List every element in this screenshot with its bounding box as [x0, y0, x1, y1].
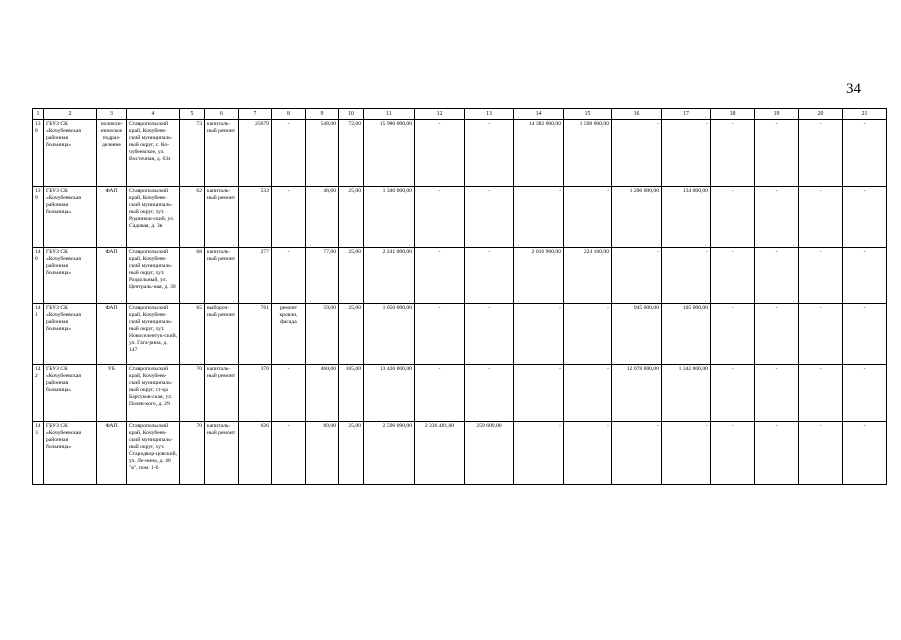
col-16-cell: -	[612, 422, 662, 485]
col-20-cell: -	[799, 365, 843, 422]
col-14-cell: -	[514, 304, 564, 365]
col-5-cell: 70	[180, 422, 205, 485]
col-21-cell: -	[843, 248, 887, 304]
col-8-cell: ремонт кровли, фасада	[272, 304, 306, 365]
col-19-cell: -	[755, 422, 799, 485]
col-18-cell: -	[711, 304, 755, 365]
address-cell: Ставропольский край, Кочубеев-ский муниципаль-ный округ, ст-ца Барсуков-ская, ул. Полев-кого, д. 29	[127, 365, 180, 422]
col-13-cell: -	[465, 365, 514, 422]
data-table	[32, 108, 887, 485]
header-cell: 5	[180, 109, 205, 120]
repair-type-cell: выбороч-ный ремонт	[205, 304, 239, 365]
col-7-cell: 761	[239, 304, 272, 365]
col-5-cell: 62	[180, 187, 205, 248]
col-19-cell: -	[755, 365, 799, 422]
col-14-cell: 14 382 000,00	[514, 120, 564, 187]
col-7-cell: 25679	[239, 120, 272, 187]
table-row	[33, 187, 887, 248]
col-19-cell: -	[755, 248, 799, 304]
col-11-cell: 1 050 000,00	[364, 304, 415, 365]
header-cell: 4	[127, 109, 180, 120]
col-13-cell: -	[465, 120, 514, 187]
repair-type-cell: капиталь-ный ремонт	[205, 187, 239, 248]
table-row	[33, 365, 887, 422]
organization-cell: ГБУЗ СК «Кочубеевская районная больница»	[44, 120, 97, 187]
repair-type-cell: капиталь-ный ремонт	[205, 365, 239, 422]
col-15-cell: -	[564, 187, 612, 248]
col-12-cell: -	[415, 365, 465, 422]
col-15-cell: -	[564, 365, 612, 422]
col-11-cell: 2 596 090,00	[364, 422, 415, 485]
col-12-cell: -	[415, 304, 465, 365]
col-11-cell: 1 340 000,00	[364, 187, 415, 248]
col-16-cell: 945 000,00	[612, 304, 662, 365]
col-14-cell: -	[514, 422, 564, 485]
col-10-cell: 25,00	[339, 422, 364, 485]
header-cell: 14	[514, 109, 564, 120]
col-13-cell: -	[465, 248, 514, 304]
col-8-cell: -	[272, 248, 306, 304]
col-9-cell: 77,00	[306, 248, 339, 304]
row-number-cell: 138	[33, 120, 44, 187]
col-7-cell: 626	[239, 422, 272, 485]
col-5-cell: 68	[180, 248, 205, 304]
col-18-cell: -	[711, 248, 755, 304]
col-14-cell: -	[514, 187, 564, 248]
col-12-cell: 2 336 481,00	[415, 422, 465, 485]
header-cell: 12	[415, 109, 465, 120]
col-12-cell: -	[415, 248, 465, 304]
header-cell: 17	[662, 109, 711, 120]
col-17-cell: -	[662, 120, 711, 187]
organization-cell: ГБУЗ СК «Кочубеевская районная больница»	[44, 187, 97, 248]
col-21-cell: -	[843, 304, 887, 365]
address-cell: Ставропольский край, Кочубеев-ский муниципаль-ный округ, хут. Родникон-ский, ул. Садовая, д. 3в	[127, 187, 180, 248]
col-19-cell: -	[755, 187, 799, 248]
header-row	[33, 109, 887, 120]
col-17-cell: 105 000,00	[662, 304, 711, 365]
table-row	[33, 248, 887, 304]
col-7-cell: 533	[239, 187, 272, 248]
col-21-cell: -	[843, 422, 887, 485]
header-cell: 11	[364, 109, 415, 120]
col-10-cell: 25,00	[339, 304, 364, 365]
row-number-cell: 140	[33, 248, 44, 304]
col-20-cell: -	[799, 422, 843, 485]
col-14-cell: 2 016 900,00	[514, 248, 564, 304]
facility-type-cell: ФАП	[97, 304, 127, 365]
col-8-cell: -	[272, 187, 306, 248]
header-cell: 7	[239, 109, 272, 120]
table-row	[33, 120, 887, 187]
address-cell: Ставропольский край, Кочубеев-ский муниципаль-ный округ, хут. Раздольный, ул. Централь-ная, д. 30	[127, 248, 180, 304]
col-20-cell: -	[799, 248, 843, 304]
facility-type-cell: ФАП	[97, 187, 127, 248]
header-cell: 9	[306, 109, 339, 120]
col-5-cell: 73	[180, 120, 205, 187]
facility-type-cell: ФАП	[97, 422, 127, 485]
col-19-cell: -	[755, 304, 799, 365]
col-17-cell: 1 342 000,00	[662, 365, 711, 422]
col-7-cell: 370	[239, 365, 272, 422]
col-8-cell: -	[272, 365, 306, 422]
facility-type-cell: УБ	[97, 365, 127, 422]
page-number: 34	[846, 81, 861, 97]
header-cell: 13	[465, 109, 514, 120]
col-11-cell: 13 420 000,00	[364, 365, 415, 422]
address-cell: Ставропольский край, Кочубеев-ский муниципаль-ный округ, хут. Стародвор-цовский, ул. Ле-нина, д. 48 "в", пом. 1-6	[127, 422, 180, 485]
repair-type-cell: капиталь-ный ремонт	[205, 120, 239, 187]
col-10-cell: 25,00	[339, 248, 364, 304]
col-7-cell: 277	[239, 248, 272, 304]
col-11-cell: 2 241 000,00	[364, 248, 415, 304]
table-row	[33, 422, 887, 485]
address-cell: Ставропольский край, Кочубеев-ский муниципаль-ный округ, хут. Новоселентук-ский, ул. Гага-рина, д. 147	[127, 304, 180, 365]
col-12-cell: -	[415, 120, 465, 187]
repair-type-cell: капиталь-ный ремонт	[205, 422, 239, 485]
col-16-cell: -	[612, 248, 662, 304]
header-cell: 18	[711, 109, 755, 120]
header-cell: 15	[564, 109, 612, 120]
col-21-cell: -	[843, 187, 887, 248]
header-cell: 2	[44, 109, 97, 120]
col-17-cell: 134 000,00	[662, 187, 711, 248]
col-16-cell: 1 206 000,00	[612, 187, 662, 248]
col-21-cell: -	[843, 365, 887, 422]
col-15-cell: -	[564, 422, 612, 485]
col-8-cell: -	[272, 120, 306, 187]
facility-type-cell: поликли-ническое подраз-деление	[97, 120, 127, 187]
col-13-cell: -	[465, 187, 514, 248]
facility-type-cell: ФАП	[97, 248, 127, 304]
col-18-cell: -	[711, 187, 755, 248]
organization-cell: ГБУЗ СК «Кочубеевская районная больница»	[44, 422, 97, 485]
col-19-cell: -	[755, 120, 799, 187]
col-10-cell: 105,00	[339, 365, 364, 422]
col-20-cell: -	[799, 304, 843, 365]
organization-cell: ГБУЗ СК «Кочубеевская районная больница»	[44, 304, 97, 365]
address-cell: Ставропольский край, Кочубеев-ский муниципаль-ный округ, с. Ко-чубеевское, ул. Восточная, д. 63з	[127, 120, 180, 187]
col-16-cell: 12 078 000,00	[612, 365, 662, 422]
row-number-cell: 143	[33, 422, 44, 485]
col-9-cell: 46,00	[306, 187, 339, 248]
col-20-cell: -	[799, 187, 843, 248]
header-cell: 8	[272, 109, 306, 120]
repair-type-cell: капиталь-ный ремонт	[205, 248, 239, 304]
col-9-cell: 548,00	[306, 120, 339, 187]
col-13-cell: -	[465, 304, 514, 365]
col-17-cell: -	[662, 248, 711, 304]
col-18-cell: -	[711, 422, 755, 485]
col-10-cell: 72,00	[339, 120, 364, 187]
header-cell: 10	[339, 109, 364, 120]
col-13-cell: 259 609,00	[465, 422, 514, 485]
col-11-cell: 15 980 000,00	[364, 120, 415, 187]
col-5-cell: 70	[180, 365, 205, 422]
col-17-cell: -	[662, 422, 711, 485]
table-row	[33, 304, 887, 365]
col-8-cell: -	[272, 422, 306, 485]
col-20-cell: -	[799, 120, 843, 187]
header-cell: 1	[33, 109, 44, 120]
col-5-cell: 65	[180, 304, 205, 365]
organization-cell: ГБУЗ СК «Кочубеевская районная больница»	[44, 365, 97, 422]
col-10-cell: 25,00	[339, 187, 364, 248]
col-15-cell: 1 598 000,00	[564, 120, 612, 187]
header-cell: 19	[755, 109, 799, 120]
header-cell: 16	[612, 109, 662, 120]
header-cell: 6	[205, 109, 239, 120]
header-cell: 20	[799, 109, 843, 120]
col-21-cell: -	[843, 120, 887, 187]
col-9-cell: 89,00	[306, 422, 339, 485]
col-18-cell: -	[711, 365, 755, 422]
col-12-cell: -	[415, 187, 465, 248]
col-15-cell: -	[564, 304, 612, 365]
col-16-cell: -	[612, 120, 662, 187]
header-cell: 21	[843, 109, 887, 120]
col-9-cell: 59,00	[306, 304, 339, 365]
row-number-cell: 139	[33, 187, 44, 248]
col-14-cell: -	[514, 365, 564, 422]
col-18-cell: -	[711, 120, 755, 187]
row-number-cell: 142	[33, 365, 44, 422]
col-15-cell: 224 100,00	[564, 248, 612, 304]
row-number-cell: 141	[33, 304, 44, 365]
col-9-cell: 460,00	[306, 365, 339, 422]
header-cell: 3	[97, 109, 127, 120]
organization-cell: ГБУЗ СК «Кочубеевская районная больница»	[44, 248, 97, 304]
